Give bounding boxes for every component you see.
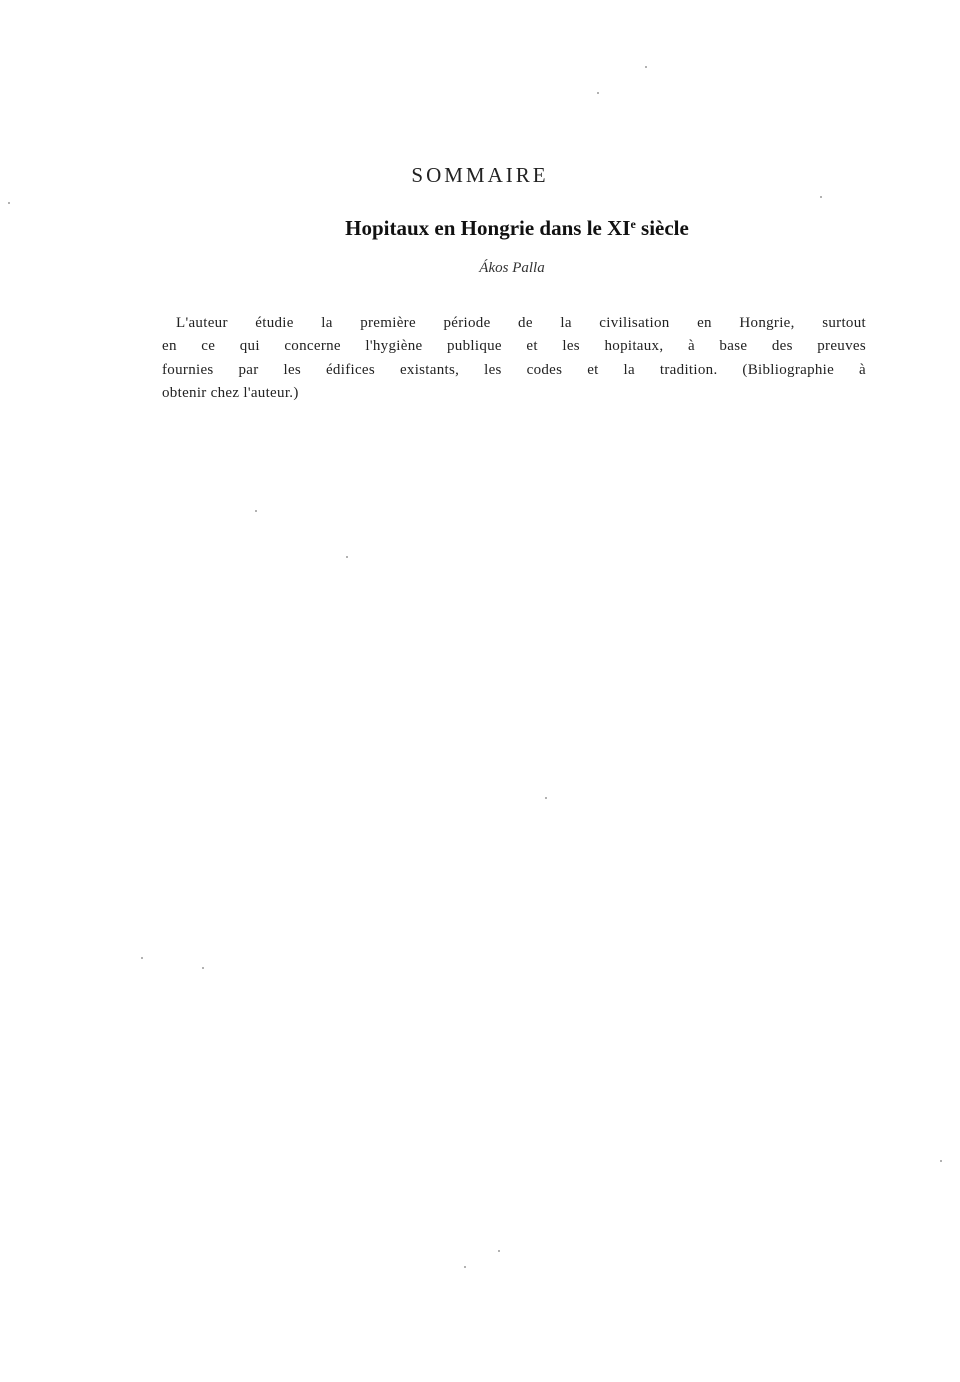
article-title-suffix: siècle (635, 216, 689, 240)
scan-speck (8, 202, 10, 204)
article-title-text: Hopitaux en Hongrie dans le XI (345, 216, 631, 240)
scan-speck (645, 66, 647, 68)
scan-speck (255, 510, 257, 512)
section-heading: SOMMAIRE (411, 163, 549, 187)
scan-speck (940, 1160, 942, 1162)
scan-speck (141, 957, 143, 959)
scan-speck (545, 797, 547, 799)
abstract-line: obtenir chez l'auteur.) (162, 384, 299, 401)
scan-speck (346, 556, 348, 558)
article-title (0, 216, 960, 241)
scan-speck (597, 92, 599, 94)
abstract-line: en ce qui concerne l'hygiène publique et les hopitaux, à base des preuves (162, 338, 866, 355)
scan-speck (464, 1266, 466, 1268)
abstract-paragraph (162, 312, 866, 405)
article-title-superscript: e (630, 217, 636, 231)
scan-speck (202, 967, 204, 969)
abstract-line: fournies par les édifices existants, les codes et la tradition. (Bibliographie à (162, 361, 866, 378)
scan-speck (498, 1250, 500, 1252)
article-author: Ákos Palla (479, 260, 545, 276)
abstract-line: L'auteur étudie la première période de la civilisation en Hongrie, surtout (176, 315, 866, 331)
scan-speck (820, 196, 822, 198)
